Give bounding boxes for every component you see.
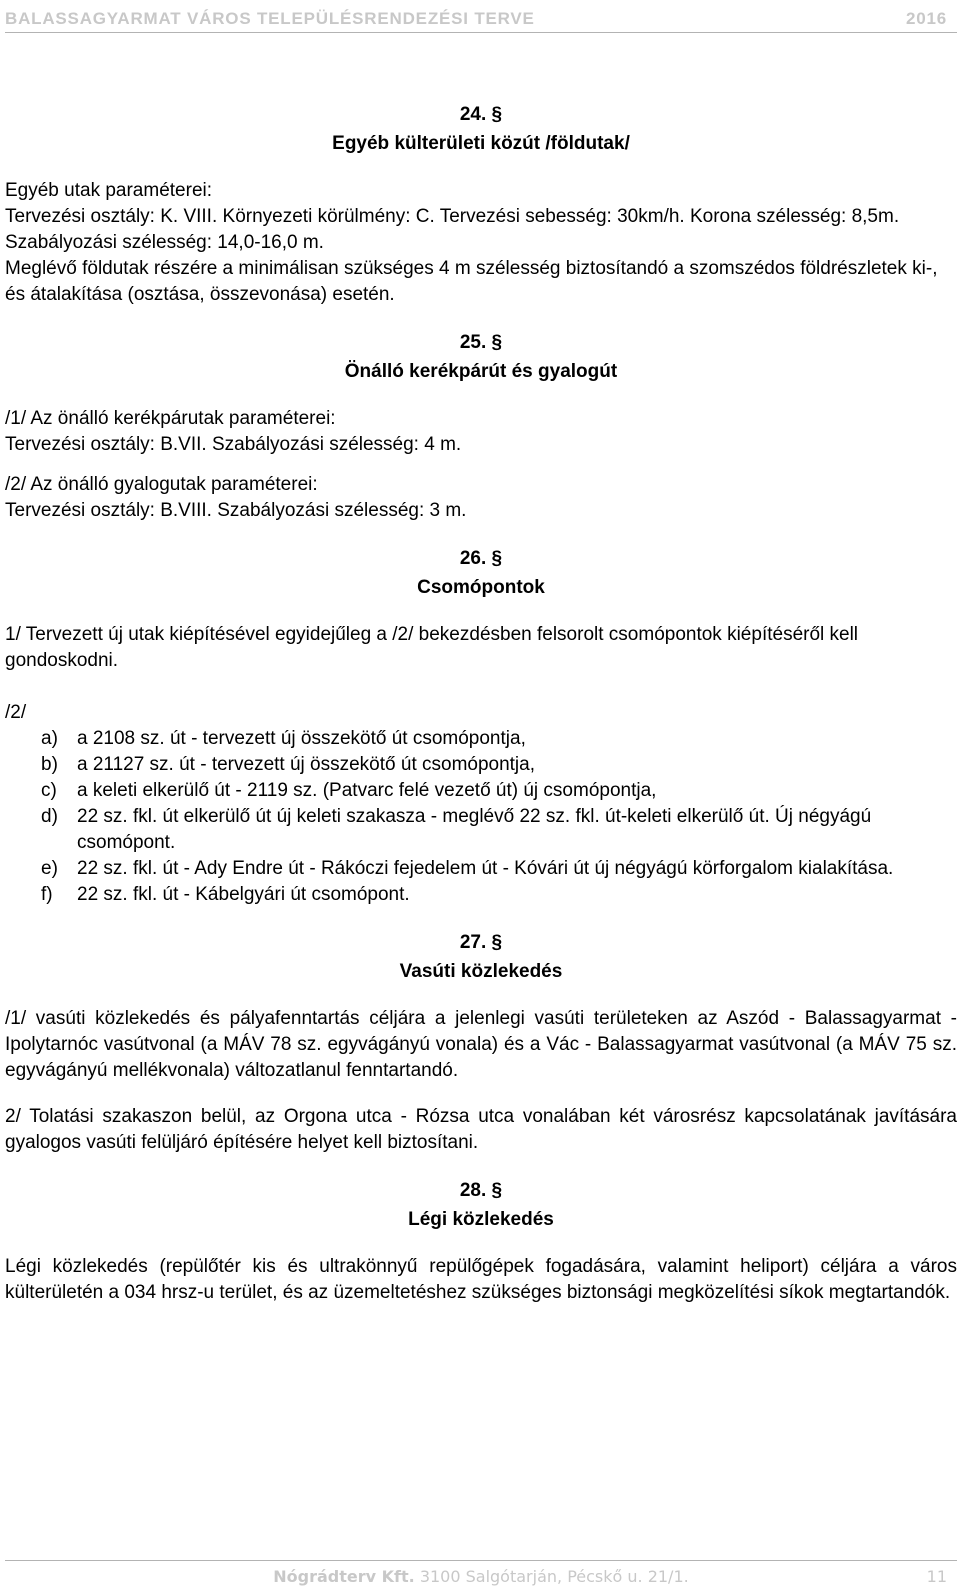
document-year: 2016 — [905, 9, 947, 28]
section-number: 25. — [459, 332, 487, 353]
footer-address: 3100 Salgótarján, Pécskő u. 21/1. — [419, 1567, 689, 1586]
section-title: Egyéb külterületi közút /földutak/ — [332, 133, 630, 154]
section-24-heading: 24. § Egyéb külterületi közút /földutak/ — [5, 100, 957, 158]
page-number: 11 — [926, 1567, 947, 1586]
list-item-text: 22 sz. fkl. út - Ady Endre út - Rákóczi fejedelem út - Kóvári út új négyágú körforgalom kialakítása. — [77, 858, 894, 879]
list-item — [41, 752, 957, 778]
paragraph: Meglévő földutak részére a minimálisan szükséges 4 m szélesség biztosítandó a szomszédos földrészletek ki-, és átalakítása (osztása, összevonása) esetén. — [5, 258, 938, 305]
section-title: Csomópontok — [417, 577, 545, 598]
list-item-text: a keleti elkerülő út - 2119 sz. (Patvarc felé vezető út) új csomópontja, — [77, 780, 657, 801]
list-item — [41, 726, 957, 752]
footer-company: Nógrádterv Kft. — [273, 1567, 415, 1586]
section-number: 28. — [459, 1180, 487, 1201]
list-item-text: a 21127 sz. út - tervezett új összekötő út csomópontja, — [77, 754, 536, 775]
section-number: 24. — [459, 104, 487, 125]
page-header — [5, 6, 957, 33]
footer-info — [5, 1567, 957, 1586]
list-item-letter: b) — [41, 754, 58, 775]
list-item — [41, 778, 957, 804]
list-item-text: 22 sz. fkl. út - Kábelgyári út csomópont. — [77, 884, 410, 905]
paragraph: Tervezési osztály: K. VIII. Környezeti körülmény: C. Tervezési sebesség: 30km/h. Korona szélesség: 8,5m. Szabályozási szélesség: 14,0-16,0 m. — [5, 206, 900, 253]
paragraph: Tervezési osztály: B.VII. Szabályozási szélesség: 4 m. — [5, 434, 462, 455]
section-number: 26. — [459, 548, 487, 569]
list-item-letter: d) — [41, 806, 58, 827]
document-body — [5, 100, 957, 1306]
section-title: Légi közlekedés — [408, 1209, 554, 1230]
list-item — [41, 882, 957, 908]
list-item — [41, 856, 957, 882]
paragraph: Tervezési osztály: B.VIII. Szabályozási szélesség: 3 m. — [5, 500, 467, 521]
document-title: BALASSAGYARMAT VÁROS TELEPÜLÉSRENDEZÉSI TERVE — [5, 9, 535, 28]
paragraph: /1/ vasúti közlekedés és pályafenntartás céljára a jelenlegi vasúti területeken az Aszód - Balassagyarmat - Ipolytarnóc vasútvonal (a MÁV 78 sz. egyvágányú vonala) és a Vác - Balassagyarmat vasútvonal (a MÁV 75 sz. egyvágányú mellékvonala) változatlanul fenntartandó. — [5, 1008, 957, 1081]
section-title: Vasúti közlekedés — [399, 961, 563, 982]
paragraph: 1/ Tervezett új utak kiépítésével egyidejűleg a /2/ bekezdésben felsorolt csomópontok kiépítéséről kell gondoskodni. — [5, 624, 859, 671]
section-26-heading: 26. § Csomópontok — [5, 544, 957, 602]
paragraph: Légi közlekedés (repülőtér kis és ultrakönnyű repülőgépek fogadására, valamint heliport) céljára a város külterületén a 034 hrsz-u terület, és az üzemeltetéshez szükséges biztonsági megközelítési síkok megtartandók. — [5, 1256, 957, 1303]
list-item-letter: f) — [41, 884, 53, 905]
page-footer — [5, 1560, 957, 1591]
junction-list — [5, 726, 957, 908]
list-item-letter: e) — [41, 858, 58, 879]
list-item-text: a 2108 sz. út - tervezett új összekötő út csomópontja, — [77, 728, 526, 749]
paragraph: /2/ Az önálló gyalogutak paraméterei: — [5, 474, 318, 495]
section-number: 27. — [459, 932, 487, 953]
list-item-letter: c) — [41, 780, 57, 801]
section-title: Önálló kerékpárút és gyalogút — [344, 361, 618, 382]
section-25-heading: 25. § Önálló kerékpárút és gyalogút — [5, 328, 957, 386]
list-item — [41, 804, 957, 856]
paragraph-label: /2/ — [5, 702, 27, 723]
paragraph: Egyéb utak paraméterei: — [5, 180, 213, 201]
section-28-heading: 28. § Légi közlekedés — [5, 1176, 957, 1234]
paragraph: /1/ Az önálló kerékpárutak paraméterei: — [5, 408, 336, 429]
section-27-heading: 27. § Vasúti közlekedés — [5, 928, 957, 986]
list-item-text: 22 sz. fkl. út elkerülő út új keleti szakasza - meglévő 22 sz. fkl. út-keleti elkerülő út. Új négyágú csomópont. — [77, 806, 872, 853]
paragraph: 2/ Tolatási szakaszon belül, az Orgona utca - Rózsa utca vonalában két városrész kapcsolatának javítására gyalogos vasúti felüljáró építésére helyet kell biztosítani. — [5, 1106, 957, 1153]
list-item-letter: a) — [41, 728, 58, 749]
